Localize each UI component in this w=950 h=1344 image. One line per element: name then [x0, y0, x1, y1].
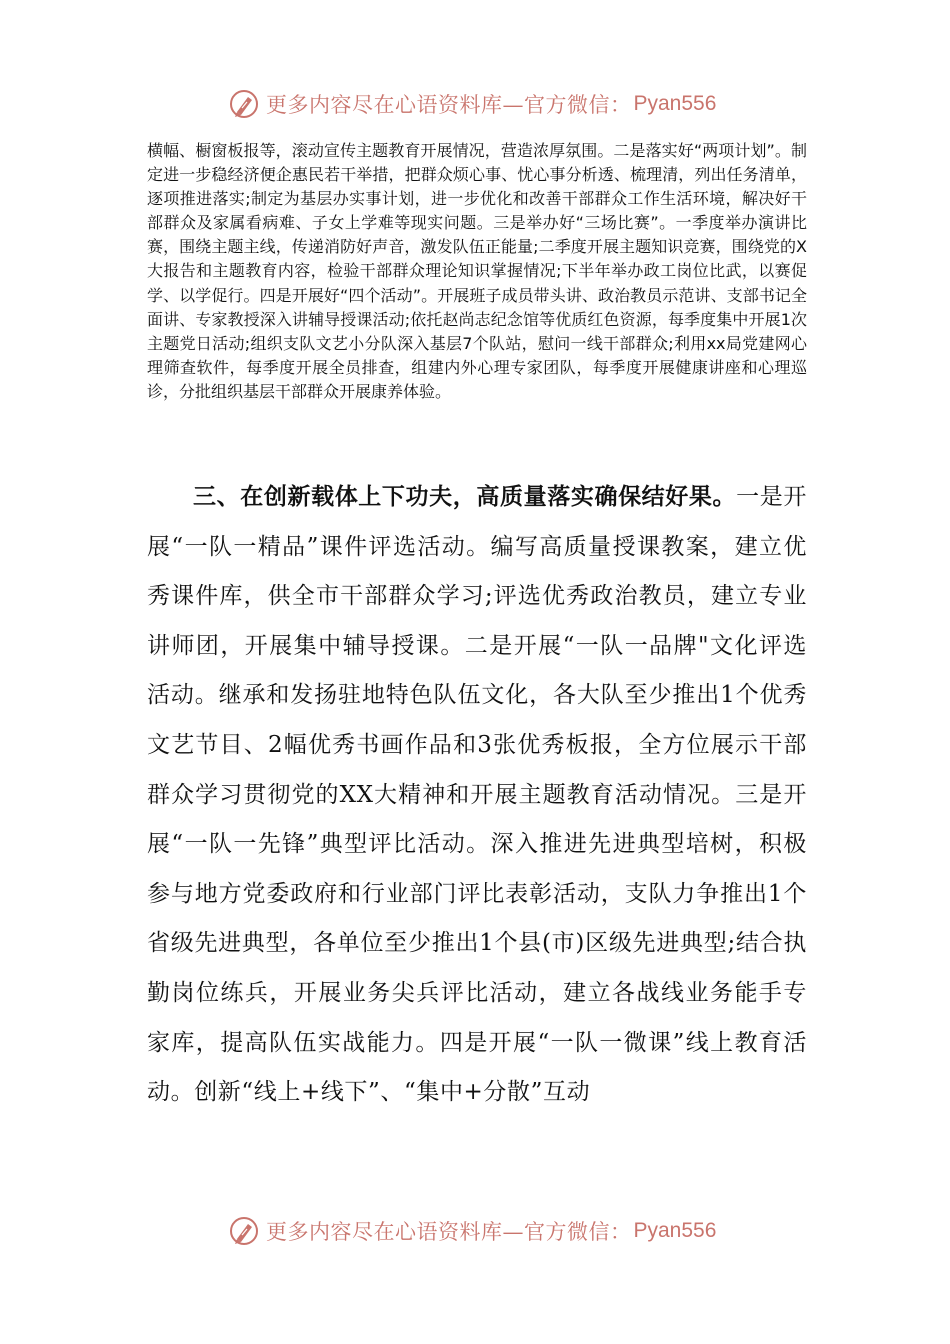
header-watermark — [228, 86, 716, 122]
pen-nib-logo-icon — [228, 88, 260, 120]
watermark-wechat-id: Pyan556 — [633, 1219, 717, 1242]
watermark-wechat-id: Pyan556 — [633, 92, 717, 115]
section-heading: 三、在创新载体上下功夫，高质量落实确保结好果。 — [193, 483, 737, 510]
watermark-text: 更多内容尽在心语资料库—官方微信： — [266, 93, 632, 117]
body-paragraph-1: 横幅、橱窗板报等，滚动宣传主题教育开展情况，营造浓厚氛围。二是落实好“两项计划”。制定进一步稳经济便企惠民若干举措，把群众烦心事、忧心事分析透、梳理清，列出任务清单，逐项推进落实;制定为基层办实事计划，进一步优化和改善干部群众工作生活环境，解决好干部群众及家属看病难、子女上学难等现实问题。三是举办好“三场比赛”。一季度举办演讲比赛，围绕主题主线，传递消防好声音，激发队伍正能量;二季度开展主题知识竞赛，围绕党的X大报告和主题教育内容，检验干部群众理论知识掌握情况;下半年举办政工岗位比武，以赛促学、以学促行。四是开展好“四个活动”。开展班子成员带头讲、政治教员示范讲、支部书记全面讲、专家教授深入讲辅导授课活动;依托赵尚志纪念馆等优质红色资源，每季度集中开展1次主题党日活动;组织支队文艺小分队深入基层7个队站，慰问一线干部群众;利用xx局党建网心理筛查软件，每季度开展全员排查，组建内外心理专家团队，每季度开展健康讲座和心理巡诊，分批组织基层干部群众开展康养体验。 — [147, 141, 807, 401]
footer-watermark — [228, 1213, 716, 1249]
section-body: 一是开展“一队一精品”课件评选活动。编写高质量授课教案，建立优秀课件库，供全市干部群众学习;评选优秀政治教员，建立专业讲师团，开展集中辅导授课。二是开展“一队一品牌"文化评选活动。继承和发扬驻地特色队伍文化，各大队至少推出1个优秀文艺节目、2幅优秀书画作品和3张优秀板报，全方位展示干部群众学习贯彻党的XX大精神和开展主题教育活动情况。三是开展“一队一先锋”典型评比活动。深入推进先进典型培树，积极参与地方党委政府和行业部门评比表彰活动，支队力争推出1个省级先进典型，各单位至少推出1个县(市)区级先进典型;结合执勤岗位练兵，开展业务尖兵评比活动，建立各战线业务能手专家库，提高队伍实战能力。四是开展“一队一微课”线上教育活动。创新“线上+线下”、“集中+分散”互动 — [147, 484, 807, 1106]
pen-nib-logo-icon — [228, 1215, 260, 1247]
body-paragraph-2 — [147, 472, 807, 1118]
watermark-text: 更多内容尽在心语资料库—官方微信： — [266, 1220, 632, 1244]
